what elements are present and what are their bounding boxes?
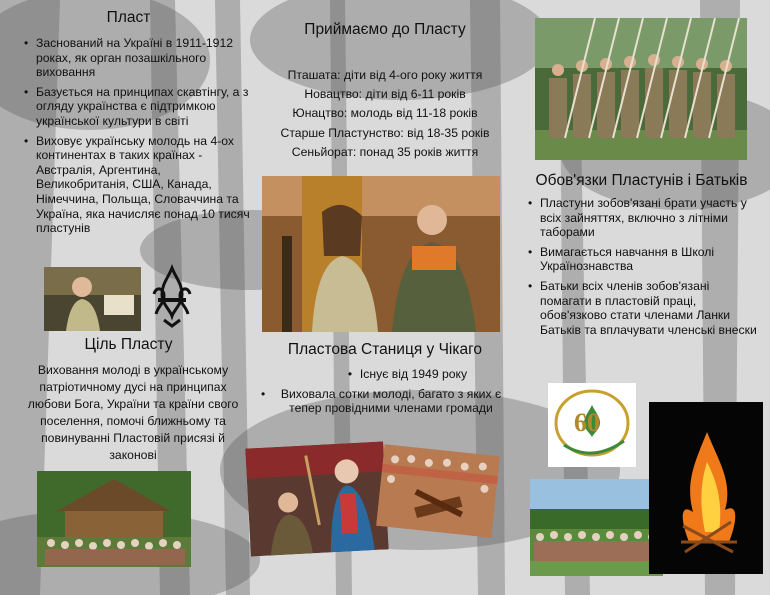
age-line: Сеньйорат: понад 35 років життя — [291, 144, 479, 159]
logo-number: 60 — [574, 408, 600, 437]
photo-bonfire — [649, 402, 763, 574]
photo-campfire-group — [376, 444, 500, 538]
photo-scout-girl — [44, 267, 141, 331]
section-title-plast: Пласт — [106, 9, 151, 26]
column-duties — [513, 0, 770, 595]
photo-pledge-ceremony — [262, 176, 500, 332]
station-bullet-list — [259, 365, 509, 421]
duties-bullet-list — [526, 196, 764, 342]
photo-group-outdoor — [530, 479, 663, 576]
section-title-station: Пластова Станиця у Чікаго — [287, 341, 483, 358]
list-item: • Існує від 1949 року — [346, 367, 467, 382]
list-item: • Пластуни зобов'язані брати участь у всіх зайняттях, включно з літніми таборами — [526, 196, 764, 240]
anniversary-logo — [548, 383, 636, 467]
list-item: • Виховала сотки молоді, багато з яких є тепер провідними членами громади — [259, 387, 509, 416]
age-line: Старше Пластунство: від 18-35 років — [280, 125, 490, 140]
list-item: • Виховує українську молодь на 4-ох континентах в таких країнах - Австралія, Аргентина, Великобританія, США, Канада, Німеччина, Польща, Словаччина та Україна, яка начисляє понад 10 тисяч пластунів — [22, 134, 250, 236]
list-item: • Заснований на Україні в 1911-1912 роках, як орган позашкільного виховання — [22, 36, 250, 80]
list-item: • Батьки всіх членів зобов'язані помагати в пластовій праці, обов'язково стати членами Ланки Батьків та вплачувати членські внески — [526, 279, 764, 337]
section-title-admission: Приймаємо до Пласту — [304, 21, 466, 38]
column-admission — [257, 0, 513, 595]
list-item: • Базується на принципах скавтінгу, а з огляду українства є підтримкою української культури в світі — [22, 85, 250, 129]
age-line: Юнацтво: молодь від 11-18 років — [292, 106, 478, 121]
age-line: Пташата: діти від 4-ого року життя — [287, 68, 483, 82]
plast-bullet-list — [22, 36, 250, 241]
age-groups — [257, 66, 513, 162]
goal-text: Виховання молоді в українському патріотичному дусі на принципах любови Бога, України та країни свого поселення, помочі ближньому та повинуванні Пластовій присязі й законові — [27, 363, 239, 462]
section-title-duties: Обов'язки Пластунів і Батьків — [535, 172, 748, 189]
list-item: • Вимагається навчання в Школі Українознавства — [526, 245, 764, 274]
plast-emblem-icon — [150, 264, 195, 330]
photo-scout-lineup — [535, 18, 747, 160]
age-line: Новацтво: діти від 6-11 років — [304, 87, 466, 102]
column-plast — [0, 0, 257, 595]
section-title-goal: Ціль Пласту — [84, 336, 173, 353]
photo-camp-group — [37, 471, 191, 567]
photo-costume-play — [245, 441, 388, 556]
